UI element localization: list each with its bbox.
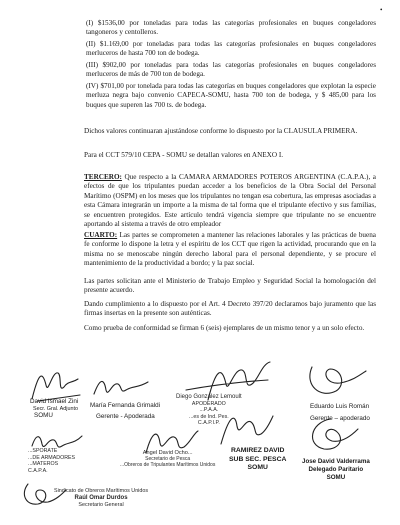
signer-org: ...Obreros de Tripulantes Marítimos Unidos [120,462,216,468]
signature-block-roman [310,403,370,423]
signer-org: Sindicato de Obreros Marítimos Unidos [54,488,149,494]
signer-role: Delegado Paritario [308,465,364,473]
stamp-line: C.A.P.I.P. [197,420,220,427]
tercero-heading: TERCERO: [84,173,122,181]
stamp-line: ...es de Ind. Pes. [188,413,229,420]
stamp-line: APODERADO [191,400,226,407]
stamp-lemoult [176,394,242,427]
signature-roman [300,355,370,405]
signer-name: RAMIREZ DAVID [230,447,285,454]
signature-block-zini [30,398,78,420]
signer-name: Angel David Ocho... [142,450,193,456]
signer-name: Raúl Omar Durdos [74,495,128,501]
tercero-body: Que respecto a la CAMARA ARMADORES POTEROS ARGENTINA (C.A.P.A.), a efectos de que los tripulantes puedan acceder a los beneficios de la Obra Social del Personal Marítimo (OSPM) en los meses que los tripulantes no tengan esa cobertura, las empresas asociadas a esta Cámara integrarán un importe a la misma de tal forma que el tripulante efectivo y sus familias, se encuentren protegidos. Este artículo tendrá vigencia siempre que tripulante no se encuentre aportando al sistema a través de otro empleador [84,173,376,229]
stamp-line: C.A.P.A. [28,467,48,474]
signer-role: Secretario de Pesca [145,456,191,462]
cuarto-heading: CUARTO: [84,231,118,239]
signer-role: Gerente - Apoderada [96,413,155,420]
item-2: (II) $1.169,00 por toneladas para todas las categorías profesionales en buques congeladores merluceros de hasta 700 ton de bodega. [86,40,376,58]
stamp-durdos [54,488,148,509]
tercero-paragraph [84,173,376,229]
corner-mark: • [380,6,383,14]
cuarto-body: Las partes se comprometen a mantener las relaciones laborales y las prácticas de buena fe conforme lo dispone la letra y el espíritu de los CCT que rigen la actividad, procurando que en la misma no se menoscabe ningún derecho laboral para el personal dependiente, y se procure el mantenimiento de la productividad a bordo; y la paz social. [84,231,376,268]
stamp-line: ...SPORATE [28,448,58,454]
cct-paragraph: Para el CCT 579/10 CEPA - SOMU se detallan valores en ANEXO I. [84,151,284,159]
signer-name: María Fernanda Grimaldi [90,402,160,409]
signer-org: SOMU [247,464,268,472]
conformidad-paragraph: Como prueba de conformidad se firman 6 (seis) ejemplares de un mismo tenor y a un solo efecto. [84,324,365,332]
cuarto-paragraph [84,231,376,269]
ministerio-paragraph: Las partes solicitan ante el Ministerio de Trabajo Empleo y Seguridad Social la homologación del presente acuerdo. [84,277,376,295]
item-3: (III) $902,00 por toneladas para todas las categorías profesionales en buques congeladores merluceros de más de 700 ton de bodega. [86,61,376,79]
signer-org: SOMU [34,412,53,420]
item-1: (I) $1536,00 por toneladas para todas las categorías profesionales en buques congeladores tangoneros y centolleros. [86,19,376,37]
signature-grimaldi [92,372,152,402]
signature-block-valderrama [302,458,370,481]
stamp-capa [28,448,75,474]
signer-name: Jose David Valderrama [302,458,370,465]
stamp-line: ...P.A.A. [199,407,219,414]
signer-role: Secr. Gral. Adjunto [33,406,78,412]
signer-role: Gerente – apoderado [310,415,370,422]
dichos-paragraph: Dichos valores continuaran ajustándose conforme lo dispuesto por la CLAUSULA PRIMERA. [84,127,358,135]
signer-role: SUB SEC. PESCA [229,455,287,463]
stamp-line: ...MATEROS [28,461,59,468]
item-4: (IV) $701,00 por tonelada para todas las categorías en buques congeladores que explotan la especie merluza negra bajo convenio CAPECA-SOMU, hasta 700 ton de bodega, y $ 485,00 para los buques que superen las 700 ts. de bodega. [86,82,376,109]
signature-block-ramirez [229,447,286,473]
decreto-paragraph: Dando cumplimiento a lo dispuesto por el Art. 4 Decreto 397/20 declaramos bajo juramento que las firmas insertas en la presente son auténticas. [84,300,376,318]
signer-role: Secretario General [78,502,124,508]
stamp-angel [120,450,215,468]
signer-name: Eduardo Luis Román [310,403,370,410]
signer-name: David Ismael Zini [30,398,79,405]
signature-block-grimaldi [90,402,160,421]
signer-name: Diego Gonzalez Lemoult [176,394,242,400]
signer-org: SOMU [326,473,346,481]
stamp-line: ...DE ARMADORES [28,454,76,461]
